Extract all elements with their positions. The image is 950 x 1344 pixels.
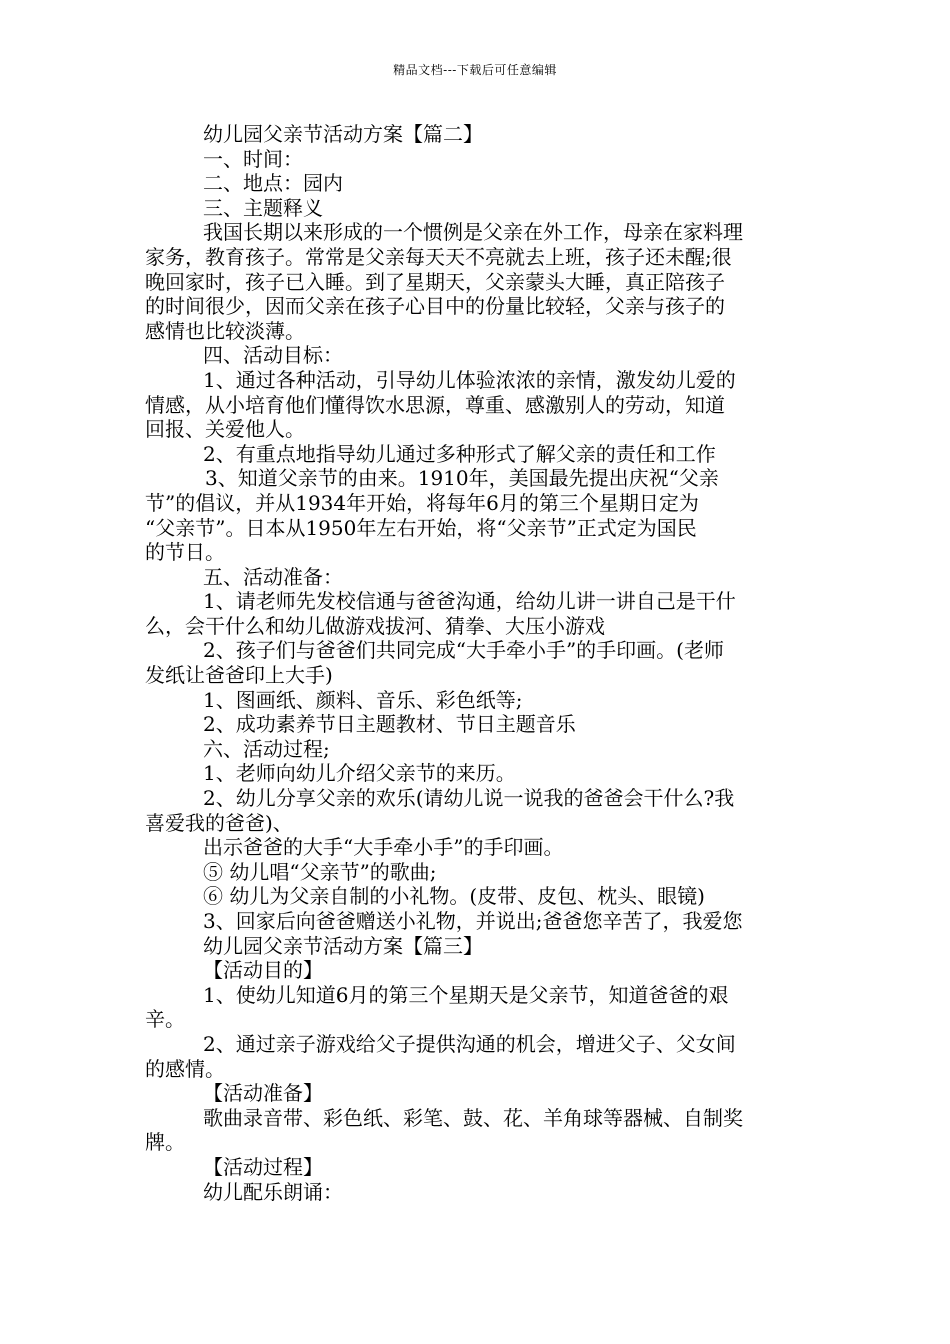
text-line: 五、活动准备： [203, 564, 343, 589]
text-line: 1、图画纸、颜料、音乐、彩色纸等; [203, 687, 523, 712]
text-line: 晚回家时，孩子已入睡。到了星期天，父亲蒙头大睡，真正陪孩子 [145, 269, 725, 294]
text-line: 1、老师向幼儿介绍父亲节的来历。 [203, 761, 516, 786]
text-line: 我国长期以来形成的一个惯例是父亲在外工作，母亲在家料理 [203, 220, 743, 245]
text-line: “父亲节”。日本从1950年左右开始，将“父亲节”正式定为国民 [145, 515, 697, 540]
text-line: 1、使幼儿知道6月的第三个星期天是父亲节，知道爸爸的艰 [203, 982, 729, 1007]
text-line: 歌曲录音带、彩色纸、彩笔、鼓、花、羊角球等器械、自制奖 [203, 1105, 743, 1130]
text-line: ⑥ 幼儿为父亲自制的小礼物。(皮带、皮包、枕头、眼镜) [203, 884, 705, 909]
text-line: 的节日。 [145, 540, 225, 565]
text-line: 2、幼儿分享父亲的欢乐(请幼儿说一说我的爸爸会干什么?我 [203, 786, 735, 811]
text-line: 三、主题释义 [203, 195, 323, 220]
text-line: 1、通过各种活动，引导幼儿体验浓浓的亲情，激发幼儿爱的 [203, 367, 736, 392]
text-line: 出示爸爸的大手“大手牵小手”的手印画。 [203, 835, 564, 860]
text-line: 一、时间： [203, 146, 303, 171]
text-line: 二、地点：园内 [203, 171, 343, 196]
text-line: 牌。 [145, 1130, 185, 1155]
text-line: 【活动准备】 [203, 1081, 323, 1106]
text-line: 1、请老师先发校信通与爸爸沟通，给幼儿讲一讲自己是干什 [203, 589, 736, 614]
text-line: 2、孩子们与爸爸们共同完成“大手牵小手”的手印画。(老师 [203, 638, 724, 663]
text-line: 四、活动目标： [203, 343, 343, 368]
text-line: 3、回家后向爸爸赠送小礼物，并说出;爸爸您辛苦了，我爱您 [203, 909, 743, 933]
text-line: 感情也比较淡薄。 [145, 318, 305, 343]
text-line: 的感情。 [145, 1056, 225, 1081]
text-line: 2、成功素养节日主题教材、节日主题音乐 [203, 712, 576, 737]
text-line: ⑤ 幼儿唱“父亲节”的歌曲; [203, 859, 437, 884]
page-header: 精品文档---下载后可任意编辑 [393, 63, 557, 77]
text-line: 幼儿园父亲节活动方案【篇二】 [203, 122, 483, 146]
text-line: 的时间很少，因而父亲在孩子心目中的份量比较轻，父亲与孩子的 [145, 294, 725, 319]
text-line: 节”的倡议，并从1934年开始，将每年6月的第三个星期日定为 [145, 490, 699, 515]
text-line: 情感，从小培育他们懂得饮水思源，尊重、感激别人的劳动，知道 [145, 392, 725, 417]
text-line: 幼儿配乐朗诵： [203, 1179, 343, 1204]
text-line: 家务，教育孩子。常常是父亲每天天不亮就去上班，孩子还未醒;很 [145, 244, 732, 269]
text-line: 幼儿园父亲节活动方案【篇三】 [203, 933, 483, 958]
document-body [145, 122, 813, 1204]
text-line: 么，会干什么和幼儿做游戏拔河、猜拳、大压小游戏 [145, 613, 605, 638]
text-line: 辛。 [145, 1007, 185, 1032]
text-line: 2、通过亲子游戏给父子提供沟通的机会，增进父子、父女间 [203, 1031, 736, 1056]
text-line: 2、有重点地指导幼儿通过多种形式了解父亲的责任和工作 [203, 441, 716, 466]
text-line: 喜爱我的爸爸)、 [145, 810, 293, 835]
text-line: 【活动过程】 [203, 1154, 323, 1179]
text-line: 3、知道父亲节的由来。1910年，美国最先提出庆祝“父亲 [205, 466, 719, 491]
text-line: 六、活动过程; [203, 736, 330, 761]
text-line: 发纸让爸爸印上大手) [145, 663, 333, 688]
text-line: 回报、关爱他人。 [145, 417, 305, 442]
text-line: 【活动目的】 [203, 958, 323, 983]
